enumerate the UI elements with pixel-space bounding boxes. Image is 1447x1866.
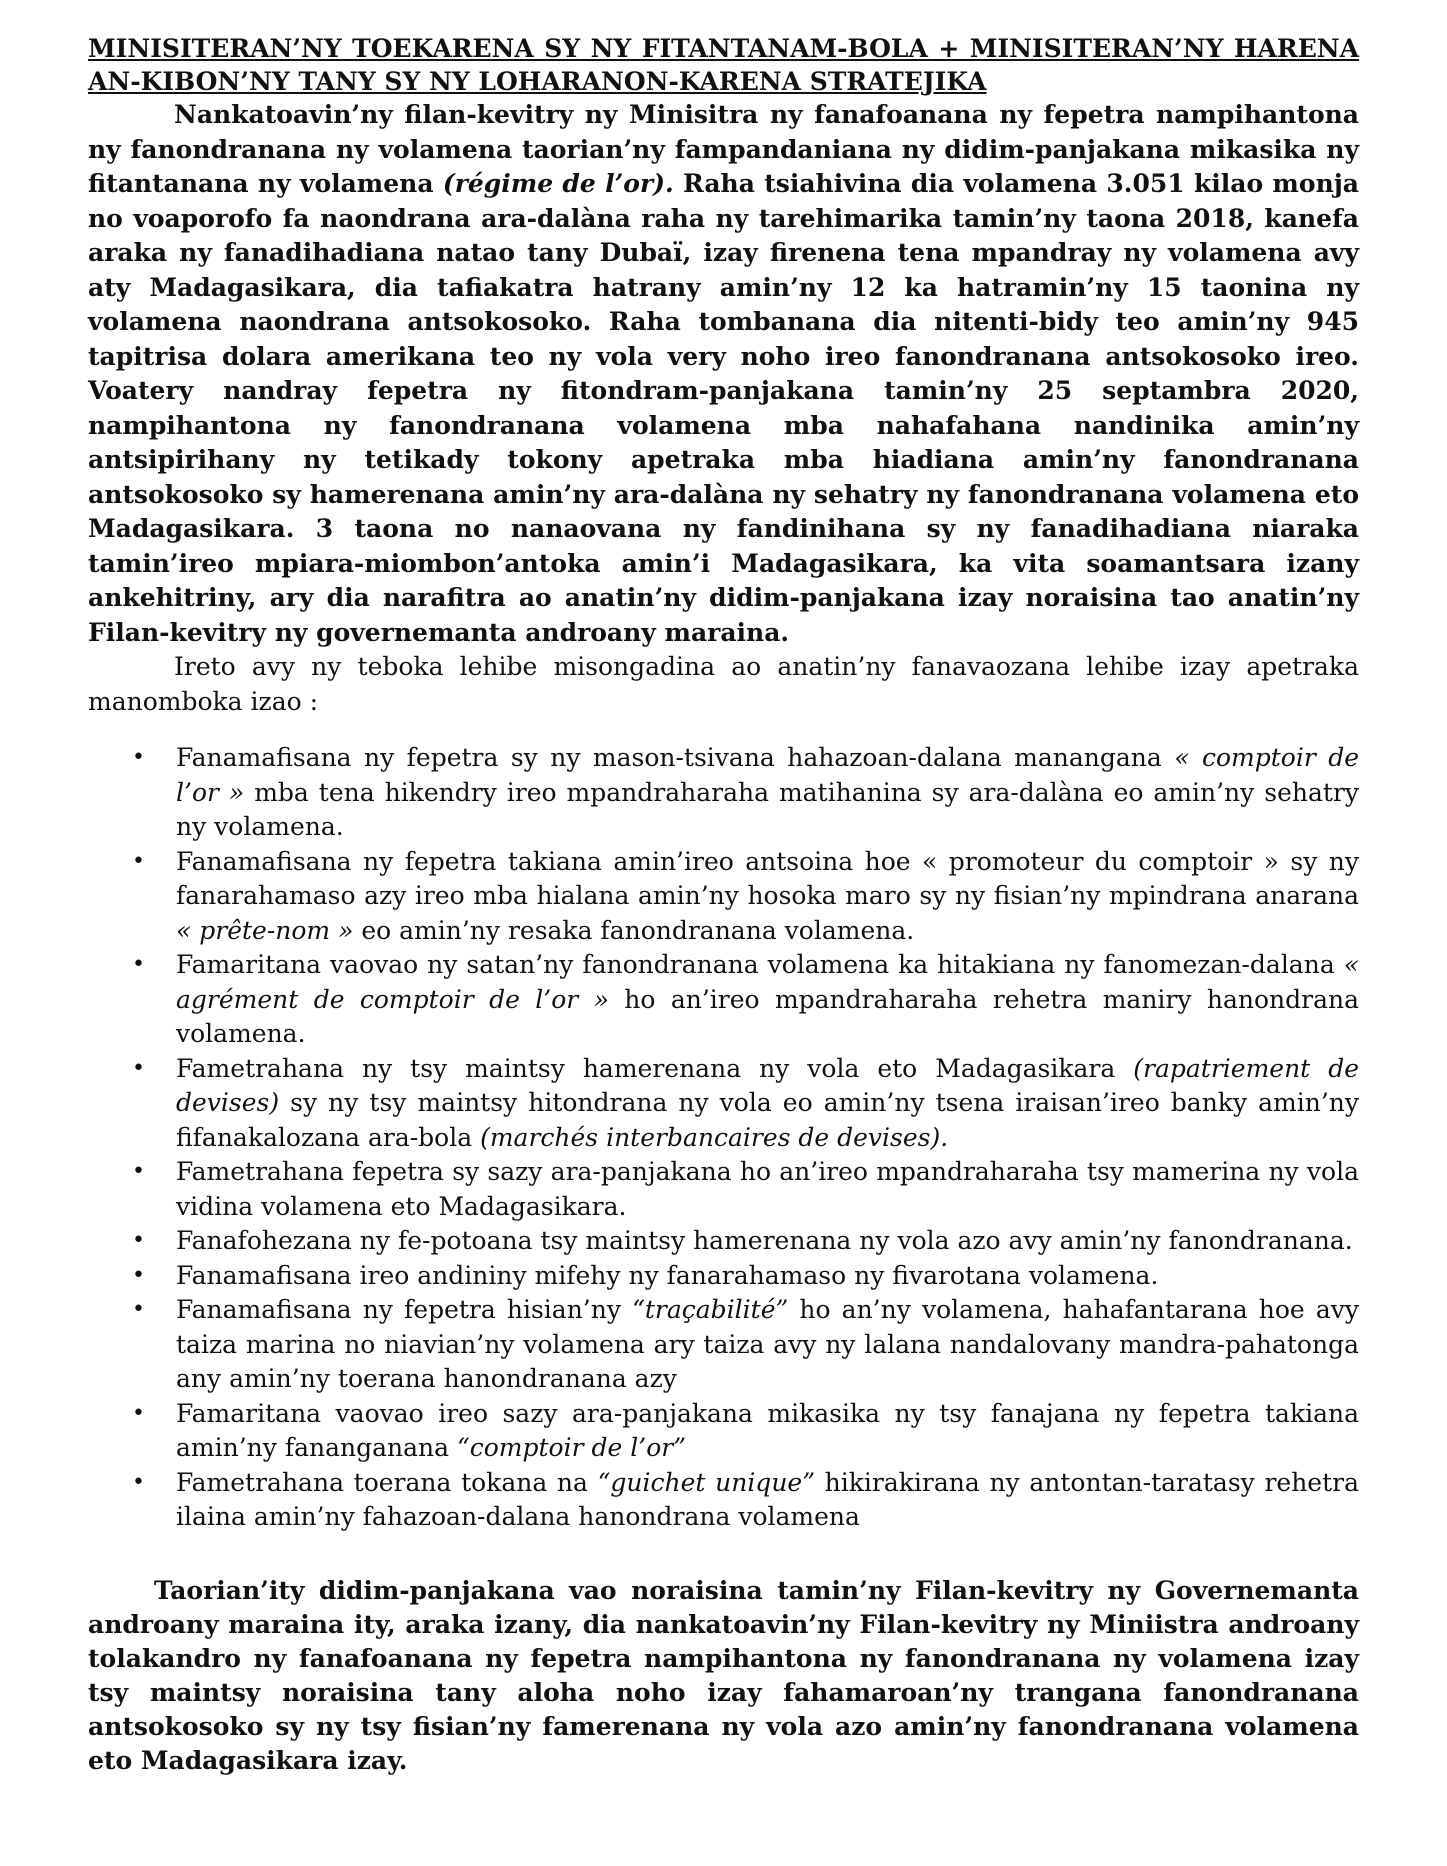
bullet-icon: • [132,1228,145,1253]
list-item-text: mba tena hikendry ireo mpandraharaha matihanina sy ara-dalàna eo amin’ny sehatry ny volamena. [176,777,1360,841]
list-item-italic-term: « prête-nom » [176,915,354,945]
list-item-italic-term: (marchés interbancaires de devises). [480,1122,949,1152]
list-item-italic-term: (rapatriement de devises) [176,1053,1359,1117]
list-item [88,1155,1359,1224]
list-item-text: Fanamafisana ny fepetra hisian’ny [176,1295,633,1324]
list-item-text: ho an’ireo mpandraharaha rehetra maniry hanondrana volamena. [176,984,1360,1048]
bullet-icon: • [132,1055,145,1081]
bullet-icon: • [132,1400,145,1426]
list-item-text: Fanafohezana ny fe-potoana tsy maintsy hamerenana ny vola azo avy amin’ny fanondranana. [176,1226,1353,1255]
list-item [88,1293,1359,1397]
list-item-italic-term: “traçabilité” [632,1295,789,1324]
list-item-italic-term: “comptoir de l’or” [456,1433,686,1462]
list-item-italic-term: “guichet unique” [597,1467,815,1497]
list-item [88,1397,1359,1466]
list-item-text: Fanamafisana ireo andininy mifehy ny fanarahamaso ny fivarotana volamena. [176,1260,1159,1290]
bullet-icon: • [132,745,145,770]
bullet-icon: • [132,1469,145,1495]
list-item-italic-term: « comptoir de l’or » [176,743,1360,807]
list-item [88,1052,1359,1156]
lead-text-1: Nankatoavin’ny filan-kevitry ny Minisitra ny fanafoanana ny fepetra nampihantona ny fanondranana ny volamena taorian’ny fampandaniana ny didim-panjakana mikasika ny fitantanana ny volamena [88,100,1359,198]
bullet-icon: • [132,1159,145,1184]
list-item-italic-term: « agrément de comptoir de l’or » [176,950,1359,1014]
list-item [88,948,1359,1052]
intro-paragraph: Ireto avy ny teboka lehibe misongadina ao anatin’ny fanavaozana lehibe izay apetraka manomboka izao : [88,652,1359,716]
lead-text-2: Raha tsiahivina dia volamena 3.051 kilao monja no voaporofo fa naondrana ara-dalàna raha ny tarehimarika tamin’ny taona 2018, kanefa araka ny fanadihadiana natao tany Dubaï, izay firenena tena mpandray ny volamena avy aty Madagasikara, dia tafiakatra hatrany amin’ny 12 ka hatramin’ny 15 taonina ny volamena naondrana antsokosoko. Raha tombanana dia nitenti-bidy teo amin’ny 945 tapitrisa dolara amerikana teo ny vola very noho ireo fanondranana antsokosoko ireo. Voatery nandray fepetra ny fitondram-panjakana tamin’ny 25 septambra 2020, nampihantona ny fanondranana volamena mba nahafahana nandinika amin’ny antsipirihany ny tetikady tokony apetraka mba hiadiana amin’ny fanondranana antsokosoko sy hamerenana amin’ny ara-dalàna ny sehatry ny fanondranana volamena eto Madagasikara. 3 taona no nanaovana ny fandinihana sy ny fanadihadiana niaraka tamin’ireo mpiara-miombon’antoka amin’i Madagasikara, ka vita soamantsara izany ankehitriny, ary dia narafitra ao anatin’ny didim-panjakana izay noraisina tao anatin’ny Filan-kevitry ny governemanta androany maraina. [88,169,1359,647]
bullet-icon: • [132,848,145,874]
list-item-text: Fametrahana toerana tokana na [176,1467,598,1497]
lead-paragraph [88,98,1359,650]
list-item-text: hikirakirana ny antontan-taratasy rehetra ilaina amin’ny fahazoan-dalana hanondrana volamena [176,1467,1359,1531]
list-item-text: ho an’ny volamena, hahafantarana hoe avy taiza marina no niavian’ny volamena ary taiza avy ny lalana nandalovany mandra-pahatonga any amin’ny toerana hanondranana azy [176,1295,1359,1393]
document-heading: MINISITERAN’NY TOEKARENA SY NY FITANTANAM-BOLA + MINISITERAN’NY HARENA AN-KIBON’NY TANY SY NY LOHARANON-KARENA STRATEJIKA [88,34,1359,96]
closing-paragraph: Taorian’ity didim-panjakana vao noraisina tamin’ny Filan-kevitry ny Governemanta androany maraina ity, araka izany, dia nankatoavin’ny Filan-kevitry ny Miniistra androany tolakandro ny fanafoanana ny fepetra nampihantona ny fanondranana ny volamena izay tsy maintsy noraisina tany aloha noho izay fahamaroan’ny trangana fanondranana antsokosoko sy ny tsy fisian’ny famerenana ny vola azo amin’ny fanondranana volamena eto Madagasikara izay. [88,1575,1359,1775]
list-item-text: Fanamafisana ny fepetra takiana amin’ireo antsoina hoe « promoteur du comptoir » sy ny fanarahamaso azy ireo mba hialana amin’ny hosoka maro sy ny fisian’ny mpindrana anarana [176,846,1359,910]
list-item [88,741,1359,845]
list-item-text: Fametrahana fepetra sy sazy ara-panjakana ho an’ireo mpandraharaha tsy mamerina ny vola vidina volamena eto Madagasikara. [176,1157,1359,1221]
bullet-icon: • [132,1297,145,1322]
list-item-text: sy ny tsy maintsy hitondrana ny vola eo amin’ny tsena iraisan’ireo banky amin’ny fifanakalozana ara-bola [176,1088,1359,1152]
list-item [88,1224,1359,1259]
bullet-icon: • [132,1262,145,1288]
list-item-text: Fanamafisana ny fepetra sy ny mason-tsivana hahazoan-dalana manangana [176,743,1175,772]
document-page [88,32,1359,1778]
list-item [88,1259,1359,1294]
measures-list [88,741,1359,1535]
list-item-text: Fametrahana ny tsy maintsy hamerenana ny vola eto Madagasikara [176,1053,1134,1083]
bullet-icon: • [132,952,145,977]
list-item-text: eo amin’ny resaka fanondranana volamena. [353,915,915,945]
lead-italic-term: (régime de l’or). [442,169,674,198]
list-item [88,1466,1359,1535]
list-item-text: Famaritana vaovao ireo sazy ara-panjakana mikasika ny tsy fanajana ny fepetra takiana amin’ny fananganana [176,1398,1359,1462]
list-item [88,845,1359,949]
list-item-text: Famaritana vaovao ny satan’ny fanondranana volamena ka hitakiana ny fanomezan-dalana [176,950,1344,979]
